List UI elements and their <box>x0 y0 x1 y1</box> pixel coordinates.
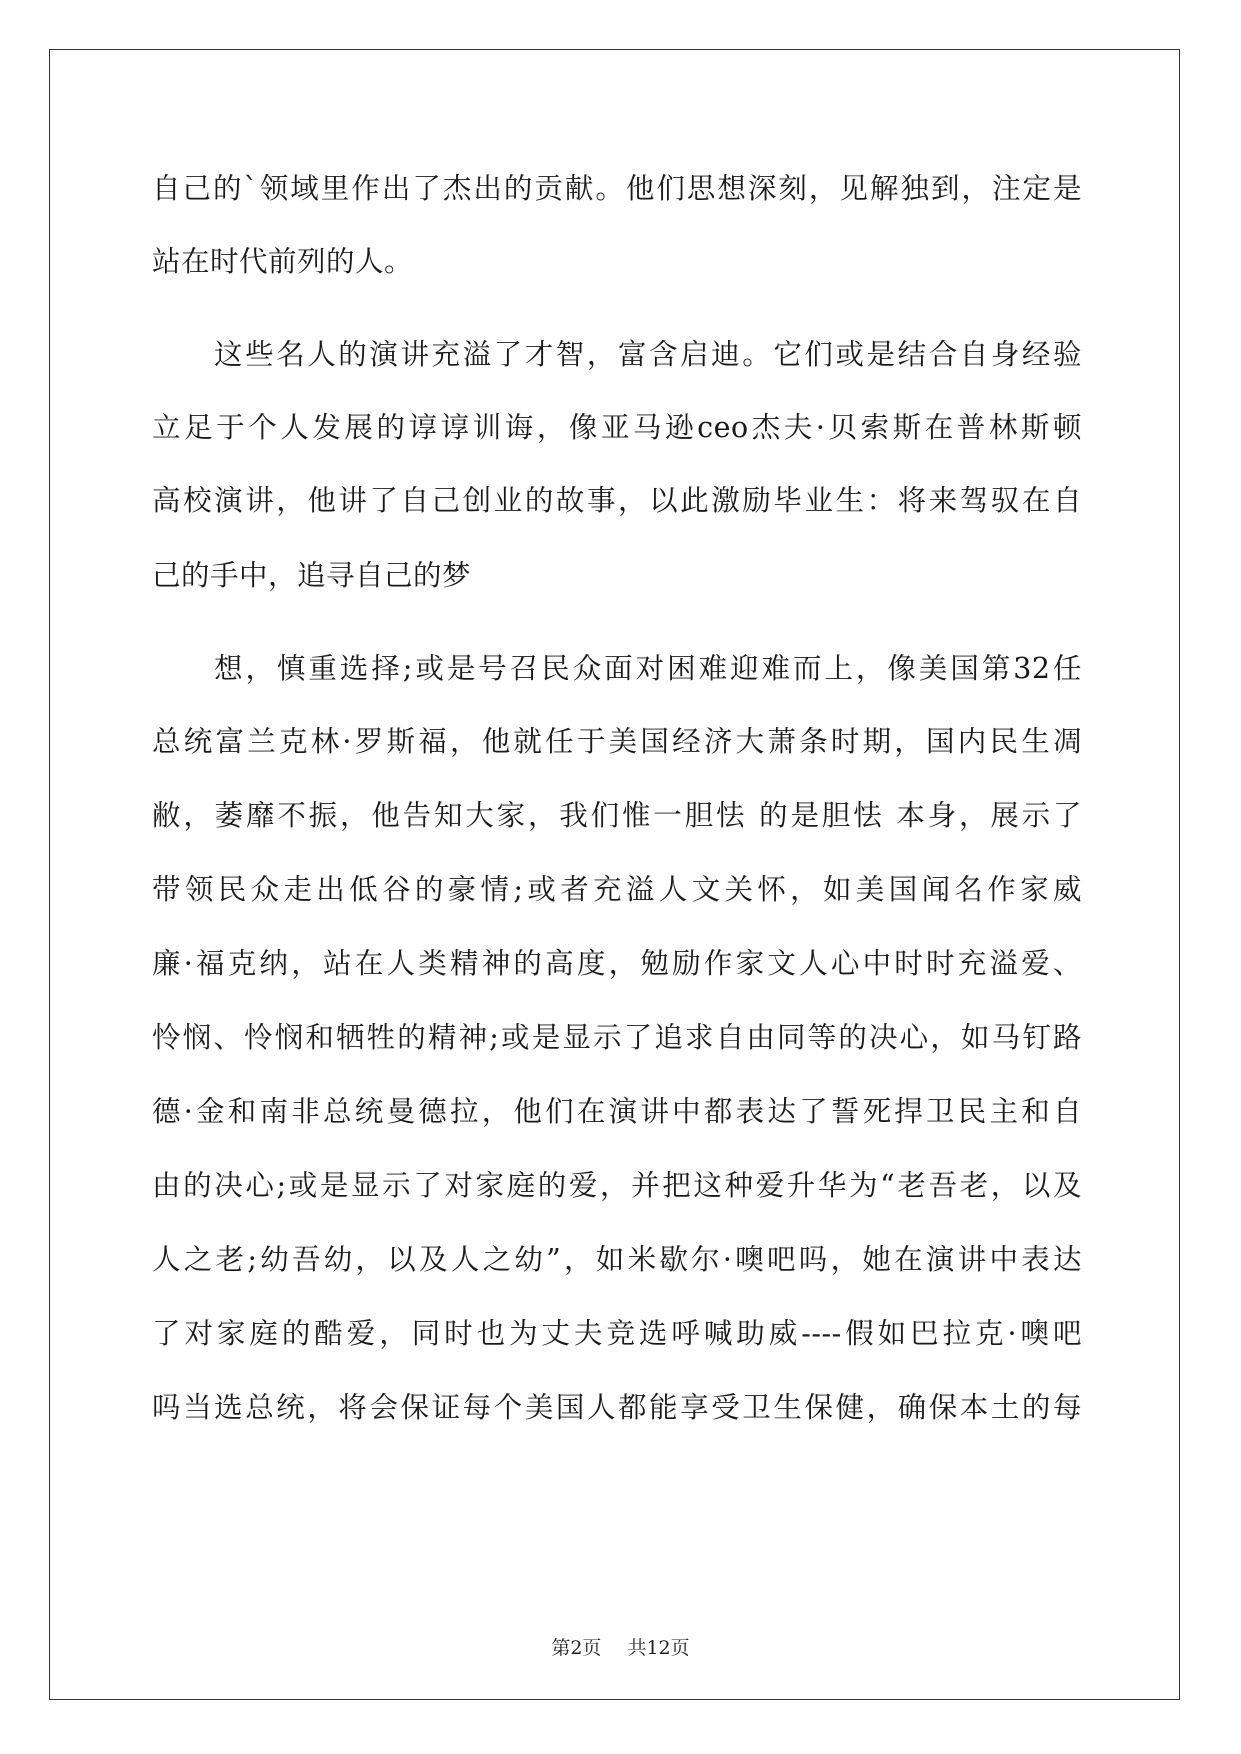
text-line: 廉·福克纳，站在人类精神的高度，勉励作家文人心中时时充溢爱、 <box>152 947 1082 980</box>
text-line: 总统富兰克林·罗斯福，他就任于美国经济大萧条时期，国内民生凋 <box>152 725 1082 758</box>
text-line: 己的手中，追寻自己的梦 <box>152 559 472 592</box>
text-line: 站在时代前列的人。 <box>152 245 414 278</box>
text-line: 由的决心;或是显示了对家庭的爱，并把这种爱升华为“老吾老，以及 <box>152 1169 1082 1202</box>
text-line: 怜悯、怜悯和牺牲的精神;或是显示了追求自由同等的决心，如马钉路 <box>152 1021 1082 1054</box>
text-line: 高校演讲，他讲了自己创业的故事，以此激励毕业生：将来驾驭在自 <box>152 484 1082 517</box>
text-line: 自己的`领域里作出了杰出的贡献。他们思想深刻，见解独到，注定是 <box>152 172 1082 205</box>
text-line: 敝，萎靡不振，他告知大家，我们惟一胆怯 的是胆怯 本身，展示了 <box>152 799 1082 832</box>
page-total: 共12页 <box>627 1637 690 1659</box>
text-line: 这些名人的演讲充溢了才智，富含启迪。它们或是结合自身经验 <box>214 338 1082 371</box>
page-number: 第2页 <box>551 1637 602 1659</box>
text-line: 人之老;幼吾幼，以及人之幼”，如米歇尔·噢吧吗，她在演讲中表达 <box>152 1243 1082 1276</box>
page-footer <box>0 1636 1241 1660</box>
text-line: 想，慎重选择;或是号召民众面对困难迎难而上，像美国第32任 <box>214 652 1082 685</box>
text-line: 带领民众走出低谷的豪情;或者充溢人文关怀，如美国闻名作家威 <box>152 873 1082 906</box>
text-line: 德·金和南非总统曼德拉，他们在演讲中都表达了誓死捍卫民主和自 <box>152 1095 1082 1128</box>
text-line: 吗当选总统，将会保证每个美国人都能享受卫生保健，确保本土的每 <box>152 1391 1082 1424</box>
text-line: 了对家庭的酷爱，同时也为丈夫竞选呼喊助威----假如巴拉克·噢吧 <box>152 1317 1082 1350</box>
text-line: 立足于个人发展的谆谆训诲，像亚马逊ceo杰夫·贝索斯在普林斯顿 <box>152 411 1082 444</box>
